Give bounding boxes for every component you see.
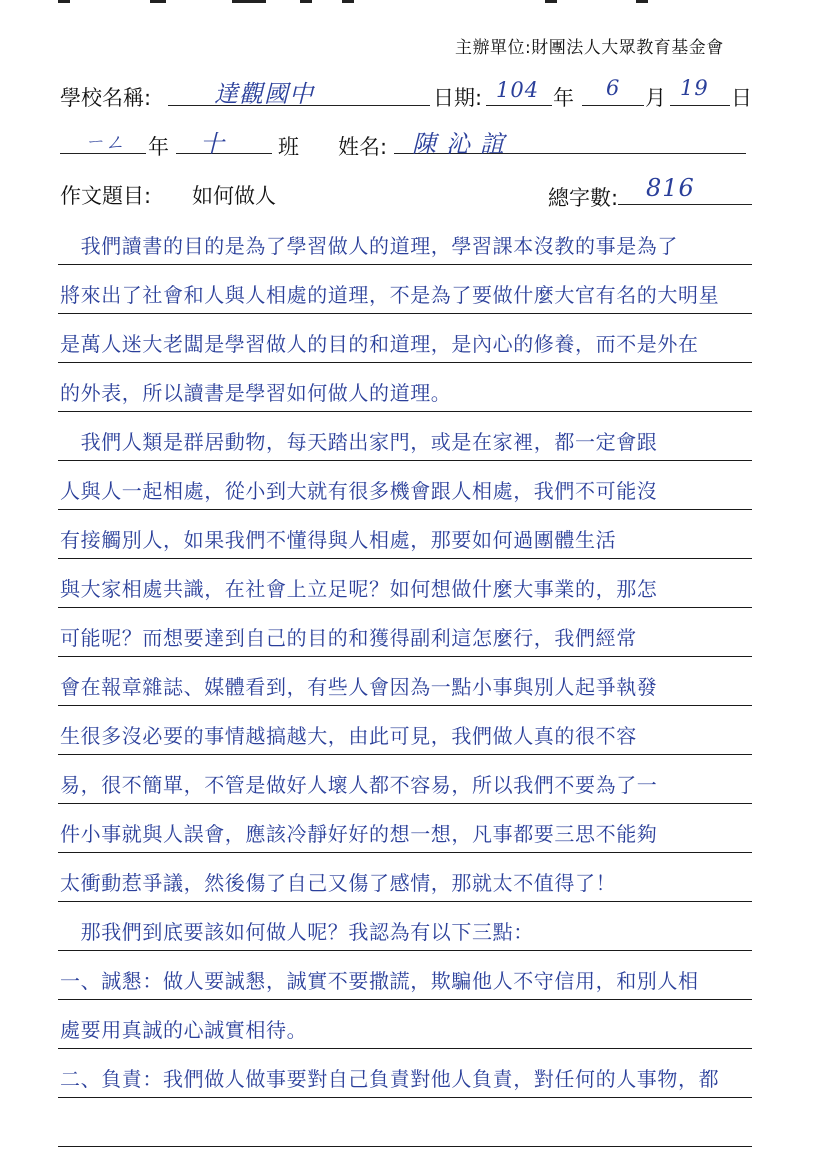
writing-rule [58,1048,752,1049]
essay-line: 生很多沒必要的事情越搞越大，由此可見，我們做人真的很不容 [60,724,637,748]
writing-rule [58,901,752,902]
scan-mark [300,0,312,3]
writing-rule [58,852,752,853]
name-label: 姓名: [338,135,388,159]
grade-value: ㄧㄥ [84,130,126,154]
writing-rule [58,656,752,657]
wordcount-underline [618,204,752,205]
grade-label: 年 [148,135,169,159]
writing-rule [58,411,752,412]
writing-rule [58,1097,752,1098]
scan-mark [232,0,266,3]
essay-line: 可能呢？而想要達到自己的目的和獲得副利這怎麼行，我們經常 [60,626,637,650]
writing-rule [58,705,752,706]
essay-line: 件小事就與人誤會，應該冷靜好好的想一想，凡事都要三思不能夠 [60,822,658,846]
class-value: 十 [200,130,225,158]
month-label: 月 [645,86,666,110]
month-value: 6 [606,76,621,100]
writing-rule [58,999,752,1000]
scan-mark [636,0,648,3]
class-label: 班 [278,135,299,159]
name-value: 陳沁誼 [412,130,514,158]
writing-rule [58,803,752,804]
essay-line: 人與人一起相處，從小到大就有很多機會跟人相處，我們不可能沒 [60,479,658,503]
scan-mark [150,0,166,3]
scan-mark [342,0,354,3]
essay-line: 與大家相處共識，在社會上立足呢？如何想做什麼大事業的，那怎 [60,577,658,601]
essay-line: 太衝動惹爭議，然後傷了自己又傷了感情，那就太不值得了！ [60,871,617,895]
sponsor-text: 主辦單位:財團法人大眾教育基金會 [455,38,724,58]
year-value: 104 [496,78,540,102]
essay-line: 的外表，所以讀書是學習如何做人的道理。 [60,381,452,405]
year-label: 年 [553,86,574,110]
essay-line: 會在報章雜誌、媒體看到，有些人會因為一點小事與別人起爭執發 [60,675,658,699]
wordcount-value: 816 [646,174,695,202]
essay-line: 那我們到底要該如何做人呢？我認為有以下三點： [60,920,534,944]
year-underline [486,105,552,106]
school-label: 學校名稱: [60,86,152,110]
school-value: 達觀國中 [214,80,314,108]
wordcount-label: 總字數: [548,186,619,210]
essay-line: 有接觸別人，如果我們不懂得與人相處，那要如何過團體生活 [60,528,617,552]
day-underline [670,105,730,106]
essay-line: 處要用真誠的心誠實相待。 [60,1018,308,1042]
writing-rule [58,754,752,755]
essay-line: 易，很不簡單，不管是做好人壞人都不容易，所以我們不要為了一 [60,773,658,797]
writing-rule [58,607,752,608]
month-underline [582,105,644,106]
writing-rule [58,1146,752,1147]
writing-rule [58,509,752,510]
scan-mark [545,0,557,3]
essay-line: 是萬人迷大老闆是學習做人的目的和道理，是內心的修養，而不是外在 [60,332,699,356]
essay-line: 將來出了社會和人與人相處的道理，不是為了要做什麼大官有名的大明星 [60,283,720,307]
writing-rule [58,264,752,265]
essay-line: 我們讀書的目的是為了學習做人的道理，學習課本沒教的事是為了 [60,234,678,258]
day-value: 19 [680,76,709,100]
writing-rule [58,558,752,559]
topic-label: 作文題目: [60,184,152,208]
scan-mark [58,0,70,3]
date-label: 日期: [433,86,483,110]
writing-rule [58,460,752,461]
essay-line: 我們人類是群居動物，每天踏出家門，或是在家裡，都一定會跟 [60,430,658,454]
writing-rule [58,313,752,314]
writing-rule [58,950,752,951]
topic-value: 如何做人 [192,184,276,208]
essay-line: 二、負責：我們做人做事要對自己負責對他人負責，對任何的人事物，都 [60,1067,720,1091]
essay-line: 一、誠懇：做人要誠懇，誠實不要撒謊，欺騙他人不守信用，和別人相 [60,969,699,993]
day-label: 日 [731,86,752,110]
writing-rule [58,362,752,363]
